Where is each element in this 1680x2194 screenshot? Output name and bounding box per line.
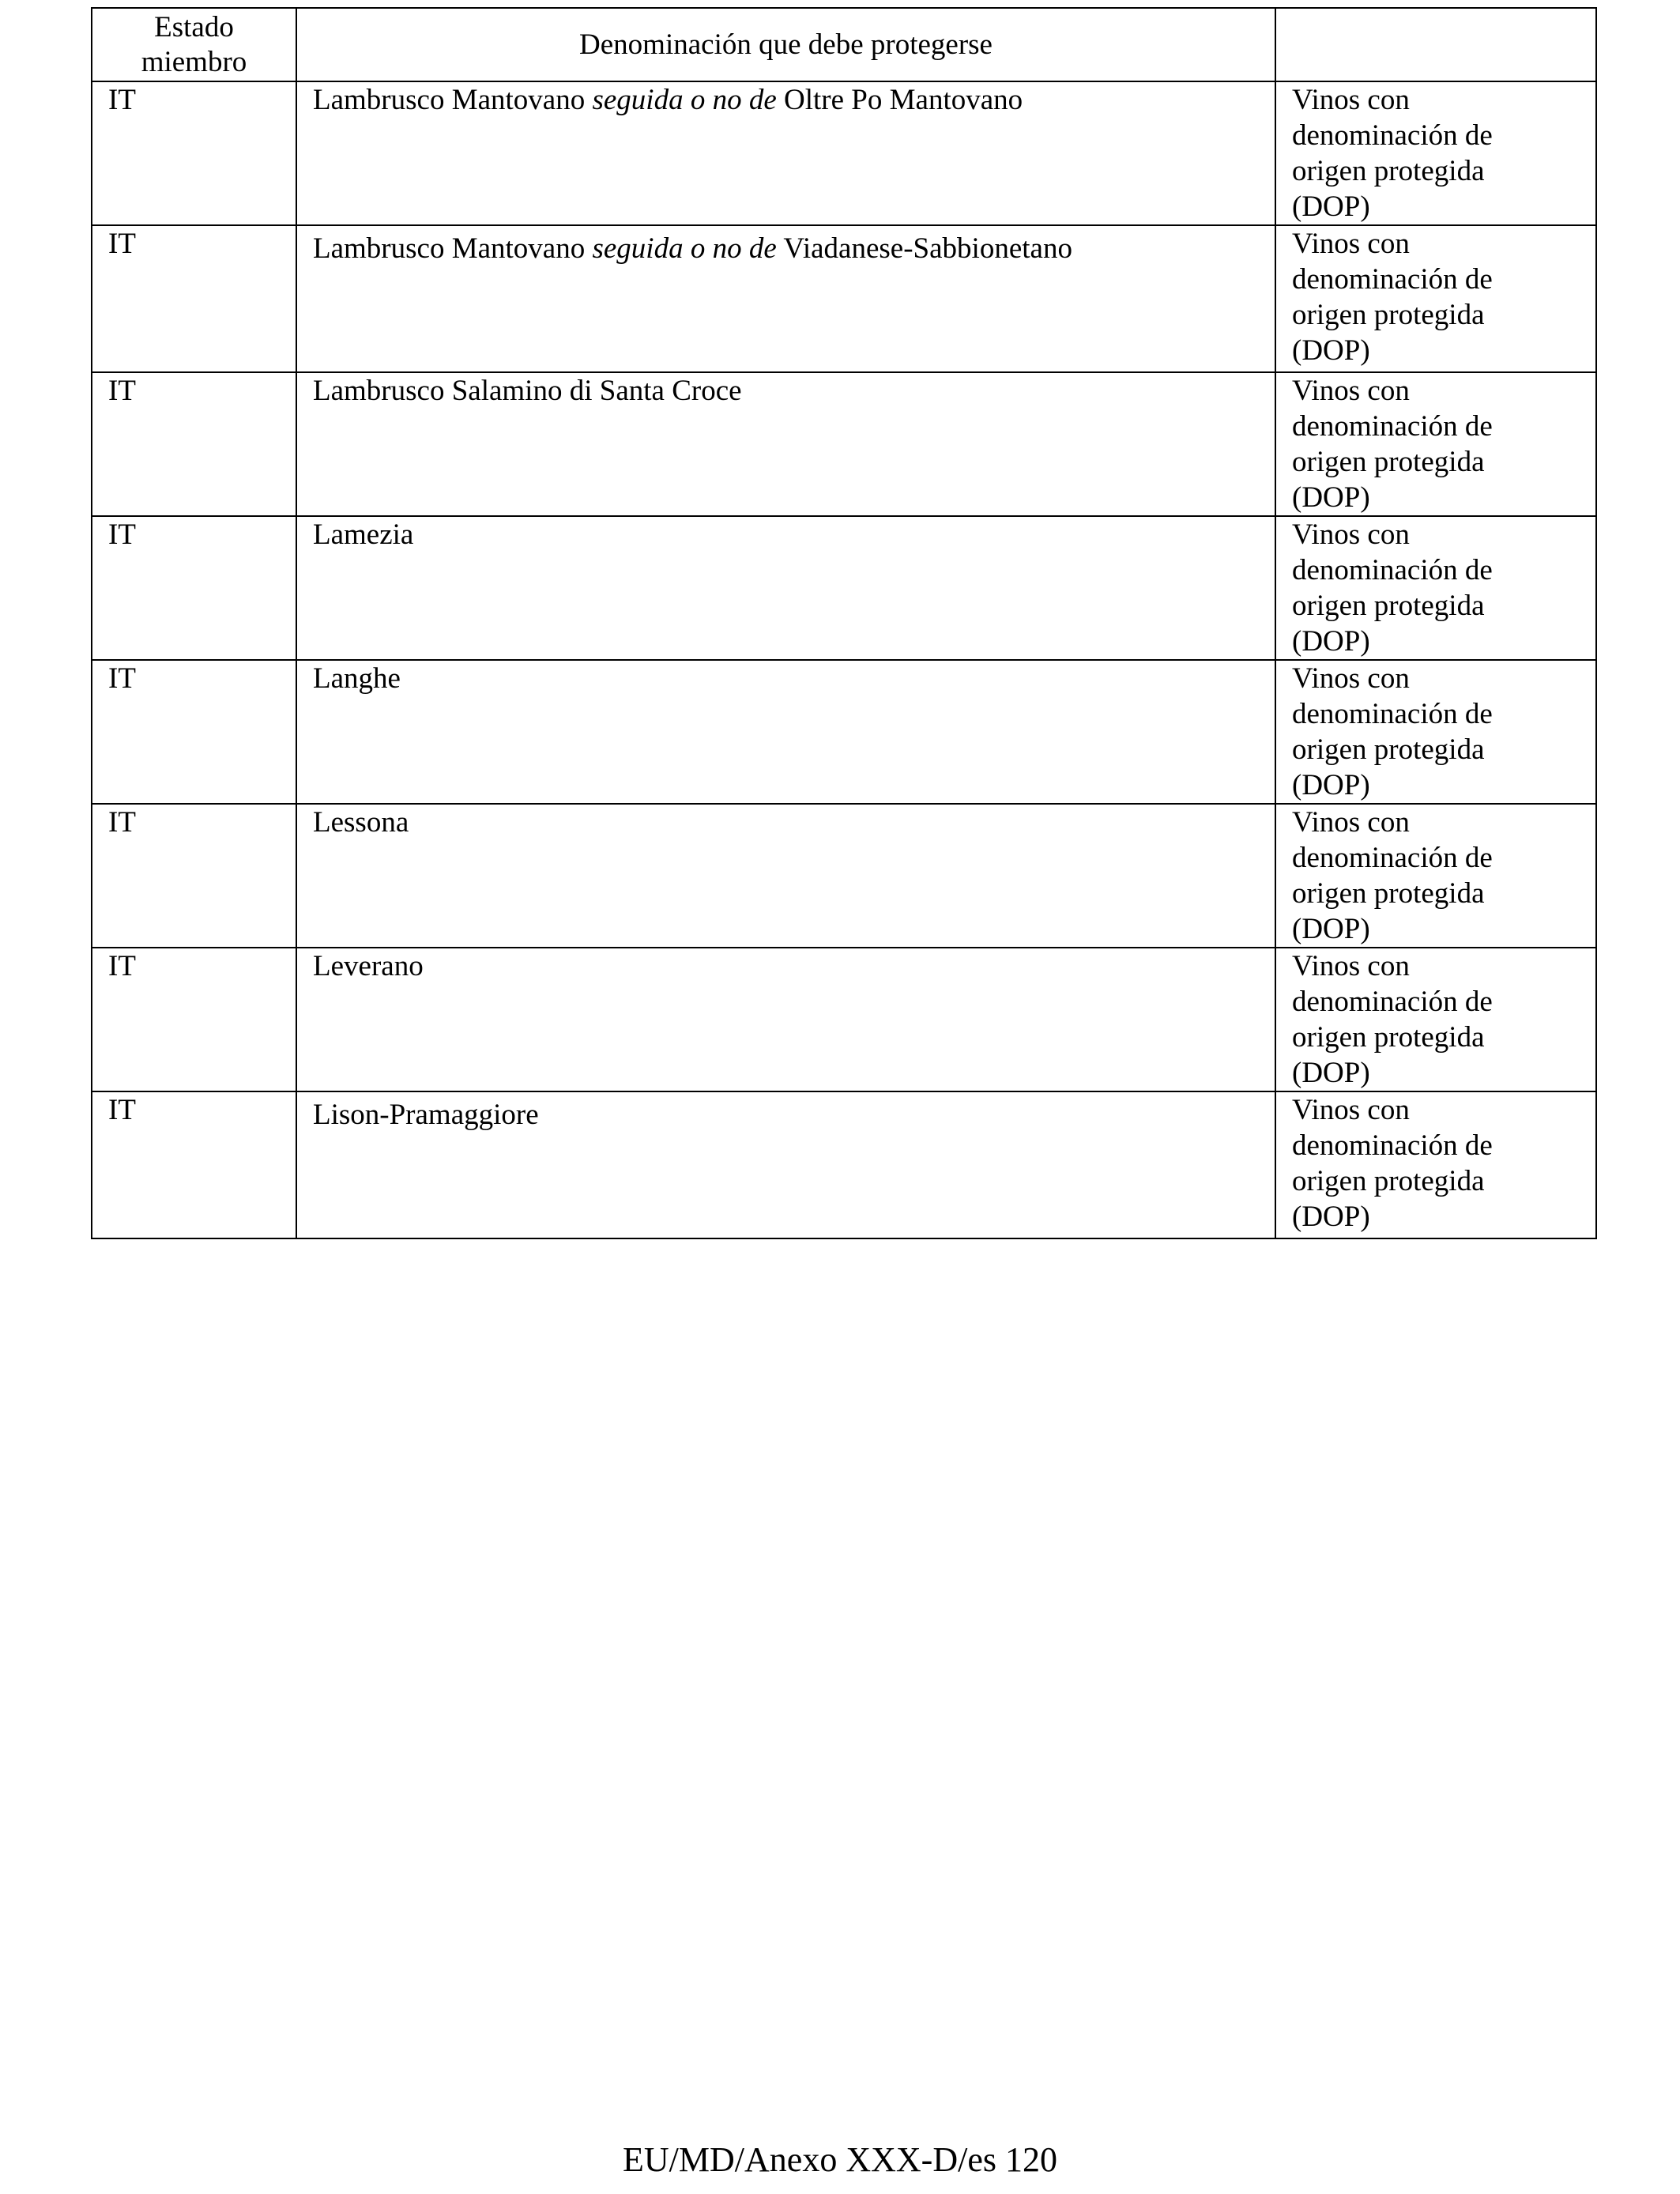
table-row [92, 516, 1596, 660]
product-category-cell [1275, 516, 1596, 660]
protected-name-text: Lambrusco Mantovano [313, 84, 593, 116]
protected-name-cell [296, 372, 1275, 516]
protected-name-cell [296, 225, 1275, 372]
member-state-cell [92, 516, 296, 660]
table-row [92, 1091, 1596, 1238]
product-category-text: Vinos con denominación de origen protegida (DOP) [1292, 950, 1493, 1089]
header-member-state-label: Estado miembro [141, 11, 247, 78]
protected-name-cell [296, 81, 1275, 225]
member-state-code: IT [108, 84, 136, 116]
member-state-code: IT [108, 806, 136, 839]
product-category-cell [1275, 81, 1596, 225]
protected-name-cell [296, 948, 1275, 1091]
header-member-state [92, 8, 296, 81]
member-state-cell [92, 81, 296, 225]
protected-name-cell [296, 516, 1275, 660]
product-category-cell [1275, 1091, 1596, 1238]
product-category-cell [1275, 660, 1596, 804]
member-state-cell [92, 948, 296, 1091]
protected-name-text: Lambrusco Salamino di Santa Croce [313, 375, 742, 407]
name-qualifier-text: seguida o no de [592, 232, 777, 265]
member-state-cell [92, 225, 296, 372]
protected-name-text: Oltre Po Mantovano [776, 84, 1023, 116]
product-category-cell [1275, 225, 1596, 372]
header-category [1275, 8, 1596, 81]
table-body [92, 81, 1596, 1238]
table-header-row [92, 8, 1596, 81]
protected-name-text: Langhe [313, 662, 401, 695]
table-row [92, 81, 1596, 225]
protected-names-table [91, 7, 1597, 1239]
product-category-text: Vinos con denominación de origen protegida (DOP) [1292, 228, 1493, 367]
product-category-text: Vinos con denominación de origen protegida (DOP) [1292, 84, 1493, 223]
member-state-code: IT [108, 228, 136, 260]
member-state-code: IT [108, 375, 136, 407]
protected-name-text: Lessona [313, 806, 409, 839]
member-state-code: IT [108, 518, 136, 551]
protected-name-cell [296, 660, 1275, 804]
member-state-code: IT [108, 950, 136, 982]
table-row [92, 372, 1596, 516]
name-qualifier-text: seguida o no de [592, 84, 777, 116]
protected-name-text: Viadanese-Sabbionetano [776, 232, 1072, 265]
table-row [92, 225, 1596, 372]
member-state-cell [92, 1091, 296, 1238]
protected-name-cell [296, 1091, 1275, 1238]
table-row [92, 804, 1596, 948]
member-state-code: IT [108, 662, 136, 695]
protected-name-text: Leverano [313, 950, 424, 982]
member-state-cell [92, 372, 296, 516]
product-category-text: Vinos con denominación de origen protegida (DOP) [1292, 1094, 1493, 1233]
member-state-code: IT [108, 1094, 136, 1126]
protected-name-cell [296, 804, 1275, 948]
member-state-cell [92, 660, 296, 804]
protected-name-text: Lamezia [313, 518, 414, 551]
product-category-cell [1275, 804, 1596, 948]
table-row [92, 948, 1596, 1091]
product-category-text: Vinos con denominación de origen protegida (DOP) [1292, 806, 1493, 945]
product-category-text: Vinos con denominación de origen protegida (DOP) [1292, 375, 1493, 514]
page-footer-reference: EU/MD/Anexo XXX-D/es 120 [623, 2140, 1057, 2179]
product-category-text: Vinos con denominación de origen protegida (DOP) [1292, 662, 1493, 801]
protected-name-text: Lison-Pramaggiore [313, 1099, 539, 1131]
header-protected-name [296, 8, 1275, 81]
product-category-cell [1275, 948, 1596, 1091]
product-category-cell [1275, 372, 1596, 516]
header-protected-name-label: Denominación que debe protegerse [579, 28, 993, 61]
member-state-cell [92, 804, 296, 948]
protected-name-text: Lambrusco Mantovano [313, 232, 593, 265]
table-row [92, 660, 1596, 804]
product-category-text: Vinos con denominación de origen protegida (DOP) [1292, 518, 1493, 658]
